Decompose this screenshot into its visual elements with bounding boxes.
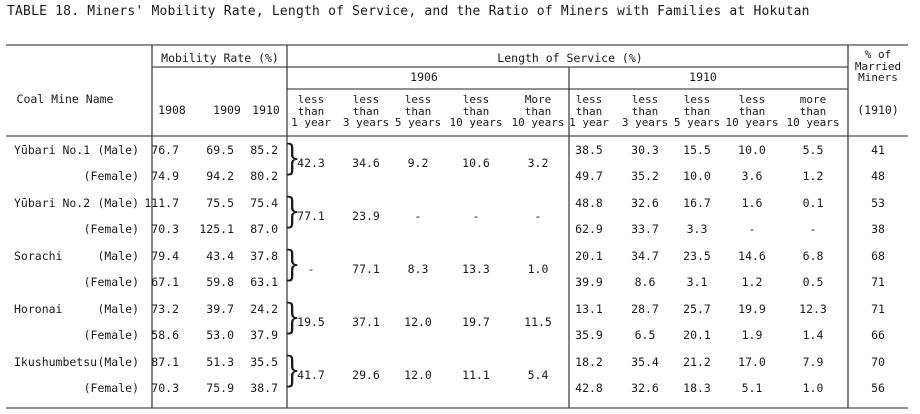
service-1910-cell: 3.6 — [741, 168, 763, 183]
service-1910-cell: 28.7 — [631, 302, 659, 316]
service-1906-cell: 19.7 — [462, 314, 490, 329]
service-1906-cell: 13.3 — [462, 261, 490, 276]
mobility-rate-cell: 53.0 — [206, 327, 234, 342]
service-1910-cell: 35.2 — [631, 168, 659, 183]
service-1910-cell: 23.5 — [683, 249, 711, 263]
service-1910-cell: - — [809, 221, 817, 236]
group-bracket-icon: } — [284, 138, 301, 179]
married-miners-cell: 48 — [871, 168, 885, 183]
mobility-rate-cell: 76.7 — [151, 143, 179, 157]
service-1906-cell: 5.4 — [527, 367, 549, 382]
sex-label: (Male) — [97, 143, 139, 157]
sex-label: (Female) — [83, 168, 139, 183]
service-1910-cell: 20.1 — [683, 327, 711, 342]
mobility-rate-cell: 79.4 — [151, 249, 179, 263]
married-miners-cell: 41 — [871, 143, 885, 157]
mobility-rate-cell: 24.2 — [250, 302, 278, 316]
service-1910-cell: 1.2 — [802, 168, 824, 183]
mobility-rate-cell: 67.1 — [151, 274, 179, 289]
married-miners-label-line-1: % of — [864, 48, 892, 61]
sex-label: (Male) — [97, 196, 139, 210]
service-1910-cell: 13.1 — [575, 302, 603, 316]
service-header-line: than — [799, 104, 827, 118]
mobility-rate-cell: 80.2 — [250, 168, 278, 183]
service-1906-cell: - — [534, 208, 542, 223]
service-header-line: than — [462, 104, 490, 118]
service-1910-header-3 — [674, 94, 720, 129]
mobility-rate-cell: 59.8 — [206, 274, 234, 289]
service-1906-cell: 12.0 — [404, 367, 432, 382]
married-miners-year-header: (1910) — [857, 103, 899, 117]
married-miners-label-line-3: Miners — [858, 71, 898, 84]
service-1906-cell: 77.1 — [297, 208, 325, 223]
service-1910-cell: 42.8 — [575, 380, 603, 395]
service-1906-cell: - — [414, 208, 422, 223]
mobility-rate-cell: 75.4 — [250, 196, 278, 210]
service-1906-cell: 29.6 — [352, 367, 380, 382]
service-1906-cell: 77.1 — [352, 261, 380, 276]
service-1906-cell: 37.1 — [352, 314, 380, 329]
service-1906-cell: 42.3 — [297, 155, 325, 170]
service-1910-cell: 6.5 — [634, 327, 656, 342]
service-1906-cell: - — [307, 261, 315, 276]
group-bracket-icon: } — [284, 191, 301, 232]
coal-mine-name-header: Coal Mine Name — [16, 92, 114, 106]
service-header-line: 10 years — [786, 116, 840, 129]
service-1910-cell: 14.6 — [738, 249, 766, 263]
service-header-line: than — [575, 104, 603, 118]
service-1910-cell: 32.6 — [631, 380, 659, 395]
service-header-line: 3 years — [342, 116, 390, 129]
service-1910-cell: 0.1 — [802, 196, 824, 210]
service-1910-cell: 1.2 — [741, 274, 763, 289]
sex-label: (Male) — [97, 355, 139, 369]
service-1906-header-3 — [395, 94, 441, 129]
service-1910-cell: 1.9 — [741, 327, 763, 342]
mobility-rate-cell: 75.5 — [206, 196, 234, 210]
service-header-line: 5 years — [673, 116, 721, 129]
service-header-line: less — [631, 93, 659, 106]
service-1910-cell: 20.1 — [575, 249, 603, 263]
mobility-rate-header: Mobility Rate (%) — [161, 51, 279, 65]
service-1910-cell: 1.4 — [802, 327, 824, 342]
married-miners-cell: 38 — [871, 221, 885, 236]
length-of-service-header: Length of Service (%) — [497, 51, 643, 65]
service-1910-cell: 16.7 — [683, 196, 711, 210]
service-1910-cell: 49.7 — [575, 168, 603, 183]
mobility-rate-cell: 73.2 — [151, 302, 179, 316]
mobility-rate-cell: 69.5 — [206, 143, 234, 157]
service-1910-cell: 33.7 — [631, 221, 659, 236]
year-1910-header: 1910 — [252, 103, 280, 117]
group-bracket-icon: } — [284, 350, 301, 391]
service-header-line: less — [352, 93, 380, 106]
married-miners-cell: 53 — [871, 196, 885, 210]
service-header-line: 10 years — [511, 116, 565, 129]
service-header-line: than — [631, 104, 659, 118]
mobility-rate-cell: 87.1 — [151, 355, 179, 369]
service-1910-cell: 5.5 — [802, 143, 824, 157]
service-1910-cell: 35.9 — [575, 327, 603, 342]
service-1910-cell: 3.3 — [686, 221, 708, 236]
service-1910-cell: 17.0 — [738, 355, 766, 369]
service-1906-cell: 11.5 — [524, 314, 552, 329]
service-1906-cell: 41.7 — [297, 367, 325, 382]
service-header-line: 10 years — [449, 116, 503, 129]
service-1910-cell: 38.5 — [575, 143, 603, 157]
mobility-rate-cell: 94.2 — [206, 168, 234, 183]
mobility-rate-cell: 70.3 — [151, 380, 179, 395]
service-1910-cell: 62.9 — [575, 221, 603, 236]
service-1910-cell: 12.3 — [799, 302, 827, 316]
service-1906-cell: 1.0 — [527, 261, 549, 276]
mobility-rate-cell: 38.7 — [250, 380, 278, 395]
sex-label: (Female) — [83, 221, 139, 236]
table-title: TABLE 18. Miners' Mobility Rate, Length of Service, and the Ratio of Miners with Families at Hokutan — [7, 4, 810, 19]
service-1906-cell: 3.2 — [527, 155, 549, 170]
sex-label: (Female) — [83, 274, 139, 289]
sex-label: (Male) — [97, 249, 139, 263]
service-1910-header-4 — [726, 94, 779, 129]
service-1906-cell: - — [472, 208, 480, 223]
service-1906-cell: 11.1 — [462, 367, 490, 382]
service-1910-cell: 18.2 — [575, 355, 603, 369]
service-header-line: 1 year — [569, 116, 609, 129]
service-1910-cell: 3.1 — [686, 274, 708, 289]
service-1910-cell: - — [748, 221, 756, 236]
service-header-line: 10 years — [725, 116, 779, 129]
service-header-line: than — [297, 104, 325, 118]
year-1909-header: 1909 — [213, 103, 241, 117]
service-header-line: more — [799, 93, 827, 106]
service-1910-cell: 10.0 — [683, 168, 711, 183]
service-1906-cell: 10.6 — [462, 155, 490, 170]
service-1910-cell: 18.3 — [683, 380, 711, 395]
married-miners-header — [855, 49, 901, 84]
service-1910-cell: 39.9 — [575, 274, 603, 289]
service-1906-header-5 — [512, 94, 565, 129]
service-1910-cell: 34.7 — [631, 249, 659, 263]
service-1910-cell: 1.0 — [802, 380, 824, 395]
service-1906-cell: 34.6 — [352, 155, 380, 170]
married-miners-cell: 66 — [871, 327, 885, 342]
service-1910-cell: 6.8 — [802, 249, 824, 263]
service-1910-cell: 0.5 — [802, 274, 824, 289]
sex-label: (Female) — [83, 380, 139, 395]
service-1910-cell: 7.9 — [802, 355, 824, 369]
service-1910-cell: 25.7 — [683, 302, 711, 316]
service-header-line: less — [575, 93, 603, 106]
sex-label: (Female) — [83, 327, 139, 342]
service-1910-header-1 — [569, 94, 609, 129]
service-1910-cell: 15.5 — [683, 143, 711, 157]
mobility-rate-cell: 70.3 — [151, 221, 179, 236]
service-1906-cell: 12.0 — [404, 314, 432, 329]
group-bracket-icon: } — [284, 297, 301, 338]
service-header-line: less — [404, 93, 432, 106]
service-header-line: than — [404, 104, 432, 118]
service-header-line: than — [524, 104, 552, 118]
year-1908-header: 1908 — [158, 103, 186, 117]
married-miners-cell: 68 — [871, 249, 885, 263]
group-bracket-icon: } — [284, 244, 301, 285]
mobility-rate-cell: 87.0 — [250, 221, 278, 236]
mobility-rate-cell: 85.2 — [250, 143, 278, 157]
mine-name: Ikushumbetsu — [14, 355, 98, 369]
mobility-rate-cell: 63.1 — [250, 274, 278, 289]
service-header-line: less — [462, 93, 490, 106]
service-header-line: than — [352, 104, 380, 118]
service-header-line: More — [524, 93, 552, 106]
mine-name: Sorachi — [14, 249, 63, 263]
service-1906-cell: 9.2 — [407, 155, 429, 170]
service-1906-header-1 — [291, 94, 331, 129]
married-miners-cell: 70 — [871, 355, 885, 369]
year-1910-group-header: 1910 — [689, 70, 717, 84]
service-1910-header-5 — [787, 94, 840, 129]
service-1910-cell: 1.6 — [741, 196, 763, 210]
service-1910-cell: 30.3 — [631, 143, 659, 157]
service-1910-cell: 32.6 — [631, 196, 659, 210]
service-header-line: than — [738, 104, 766, 118]
mobility-rate-cell: 125.1 — [199, 221, 234, 236]
service-1910-cell: 10.0 — [738, 143, 766, 157]
married-miners-cell: 71 — [871, 274, 885, 289]
mobility-rate-cell: 35.5 — [250, 355, 278, 369]
service-1910-cell: 19.9 — [738, 302, 766, 316]
service-1910-cell: 8.6 — [634, 274, 656, 289]
married-miners-cell: 71 — [871, 302, 885, 316]
service-header-line: less — [683, 93, 711, 106]
mine-name: Horonai — [14, 302, 63, 316]
mobility-rate-cell: 39.7 — [206, 302, 234, 316]
service-1910-header-2 — [622, 94, 668, 129]
service-header-line: less — [738, 93, 766, 106]
service-1910-cell: 48.8 — [575, 196, 603, 210]
service-1906-header-2 — [343, 94, 389, 129]
mobility-rate-cell: 58.6 — [151, 327, 179, 342]
service-1906-cell: 8.3 — [407, 261, 429, 276]
service-header-line: 3 years — [621, 116, 669, 129]
service-header-line: 5 years — [394, 116, 442, 129]
service-1910-cell: 35.4 — [631, 355, 659, 369]
year-1906-group-header: 1906 — [410, 70, 438, 84]
married-miners-label-line-2: Married — [854, 59, 902, 73]
mobility-rate-cell: 111.7 — [144, 196, 179, 210]
service-header-line: than — [683, 104, 711, 118]
mobility-rate-cell: 37.8 — [250, 249, 278, 263]
mobility-rate-cell: 43.4 — [206, 249, 234, 263]
service-1910-cell: 5.1 — [741, 380, 763, 395]
service-header-line: less — [297, 93, 325, 106]
service-header-line: 1 year — [291, 116, 331, 129]
mobility-rate-cell: 74.9 — [151, 168, 179, 183]
service-1906-cell: 23.9 — [352, 208, 380, 223]
service-1906-header-4 — [450, 94, 503, 129]
sex-label: (Male) — [97, 302, 139, 316]
mine-name: Yūbari No.2 — [14, 196, 91, 210]
service-1906-cell: 19.5 — [297, 314, 325, 329]
service-1910-cell: 21.2 — [683, 355, 711, 369]
mobility-rate-cell: 75.9 — [206, 380, 234, 395]
mine-name: Yūbari No.1 — [14, 143, 91, 157]
married-miners-cell: 56 — [871, 380, 885, 395]
mobility-rate-cell: 51.3 — [206, 355, 234, 369]
mobility-rate-cell: 37.9 — [250, 327, 278, 342]
